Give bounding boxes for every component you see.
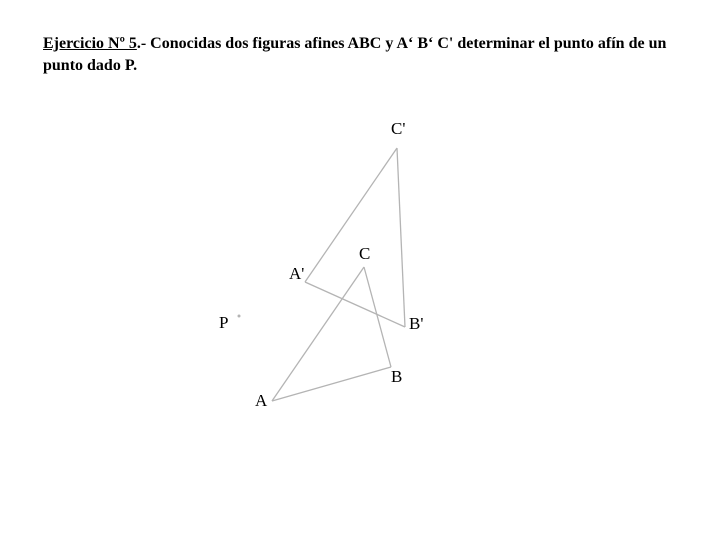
- label-a: A: [255, 391, 268, 410]
- exercise-text: .- Conocidas dos figuras afines ABC y A‘ B‘ C' determinar el punto afín de un punto dado P.: [43, 35, 667, 74]
- point-p-marker: [238, 315, 241, 318]
- segment-a-b: [272, 367, 391, 401]
- triangle-a-prime-b-prime-c-prime: [305, 148, 405, 327]
- segment-a-c: [272, 267, 364, 401]
- segment-c-prime-b-prime: [397, 148, 405, 327]
- exercise-label: Ejercicio Nº 5: [43, 35, 137, 52]
- label-b-prime: B': [409, 314, 424, 333]
- label-a-prime: A': [289, 264, 305, 283]
- label-c-prime: C': [391, 119, 406, 138]
- triangle-abc: [272, 267, 391, 401]
- label-b: B: [391, 367, 403, 386]
- label-p: P: [219, 313, 229, 332]
- label-c: C: [359, 244, 371, 263]
- segment-a-prime-c-prime: [305, 148, 397, 282]
- segment-a-prime-b-prime: [305, 282, 405, 327]
- segment-c-b: [364, 267, 391, 367]
